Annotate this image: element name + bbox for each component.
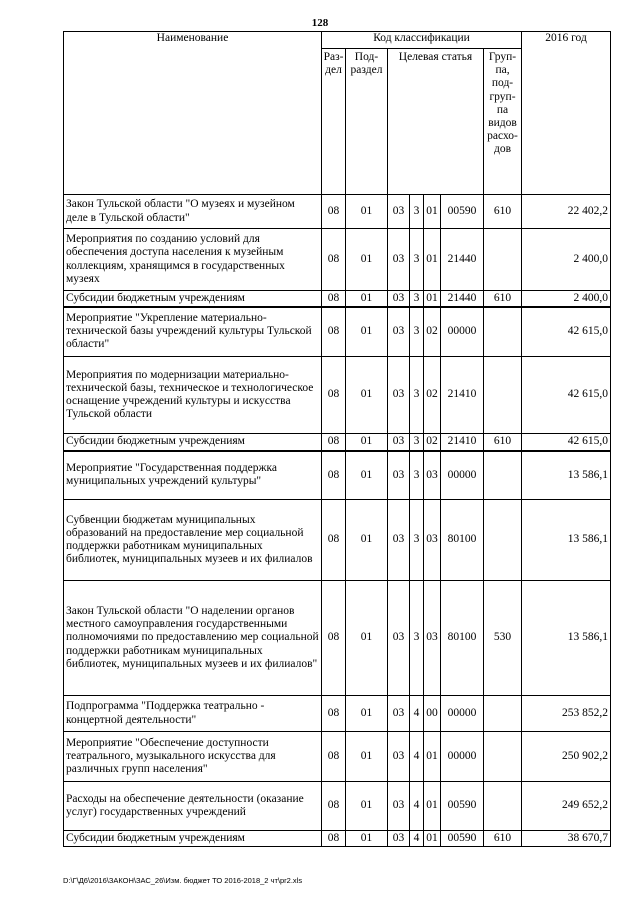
row-amount-2016: 42 615,0 xyxy=(522,434,611,451)
row-amount-2016: 38 670,7 xyxy=(522,831,611,847)
table-row xyxy=(64,581,611,696)
row-target-program: 03 xyxy=(388,782,410,831)
row-target-measure: 01 xyxy=(424,782,441,831)
row-target-direction: 00590 xyxy=(441,831,484,847)
row-podrazdel: 01 xyxy=(346,307,388,357)
row-amount-2016: 42 615,0 xyxy=(522,307,611,357)
row-target-direction: 00000 xyxy=(441,307,484,357)
row-podrazdel: 01 xyxy=(346,357,388,434)
table-body xyxy=(64,195,611,847)
page-number: 128 xyxy=(311,17,329,29)
table-row xyxy=(64,500,611,581)
row-target-subprogram: 3 xyxy=(410,229,424,291)
row-expense-group xyxy=(484,782,522,831)
row-name: Мероприятия по модернизации материально-технической базы, техническое и технологическое оснащение учреждений культуры и искусства Тульской области xyxy=(64,357,322,434)
row-target-subprogram: 3 xyxy=(410,500,424,581)
row-podrazdel: 01 xyxy=(346,500,388,581)
row-target-subprogram: 3 xyxy=(410,291,424,307)
row-amount-2016: 2 400,0 xyxy=(522,291,611,307)
row-expense-group: 610 xyxy=(484,195,522,229)
row-target-direction: 21440 xyxy=(441,229,484,291)
row-target-measure: 01 xyxy=(424,229,441,291)
row-name: Расходы на обеспечение деятельности (оказание услуг) государственных учреждений xyxy=(64,782,322,831)
row-razdel: 08 xyxy=(322,831,346,847)
table-row xyxy=(64,229,611,291)
row-razdel: 08 xyxy=(322,307,346,357)
row-target-subprogram: 4 xyxy=(410,782,424,831)
row-expense-group: 610 xyxy=(484,434,522,451)
row-target-program: 03 xyxy=(388,581,410,696)
row-razdel: 08 xyxy=(322,195,346,229)
row-target-direction: 00000 xyxy=(441,451,484,500)
table-row xyxy=(64,195,611,229)
row-name: Субсидии бюджетным учреждениям xyxy=(64,434,322,451)
row-razdel: 08 xyxy=(322,357,346,434)
table-row xyxy=(64,451,611,500)
row-amount-2016: 253 852,2 xyxy=(522,696,611,732)
row-name: Мероприятие "Обеспечение доступности театрального, музыкального искусства для различных групп населения" xyxy=(64,732,322,782)
row-name: Субвенции бюджетам муниципальных образований на предоставление мер социальной поддержки работникам муниципальных библиотек, муниципальных музеев и их филиалов xyxy=(64,500,322,581)
row-target-program: 03 xyxy=(388,500,410,581)
row-target-measure: 00 xyxy=(424,696,441,732)
row-target-program: 03 xyxy=(388,434,410,451)
row-expense-group xyxy=(484,357,522,434)
row-target-program: 03 xyxy=(388,229,410,291)
row-target-direction: 21410 xyxy=(441,357,484,434)
row-amount-2016: 13 586,1 xyxy=(522,500,611,581)
row-target-subprogram: 4 xyxy=(410,831,424,847)
row-expense-group xyxy=(484,307,522,357)
row-name: Субсидии бюджетным учреждениям xyxy=(64,831,322,847)
row-expense-group xyxy=(484,696,522,732)
row-expense-group: 610 xyxy=(484,831,522,847)
table-row xyxy=(64,434,611,451)
header-group: Груп- па, под- груп- па видов расхо- дов xyxy=(484,49,522,195)
row-target-measure: 01 xyxy=(424,291,441,307)
row-podrazdel: 01 xyxy=(346,291,388,307)
row-target-measure: 01 xyxy=(424,195,441,229)
row-amount-2016: 250 902,2 xyxy=(522,732,611,782)
table-row xyxy=(64,696,611,732)
row-expense-group: 530 xyxy=(484,581,522,696)
row-target-measure: 01 xyxy=(424,732,441,782)
row-podrazdel: 01 xyxy=(346,195,388,229)
table-row xyxy=(64,831,611,847)
table-row xyxy=(64,291,611,307)
row-target-direction: 80100 xyxy=(441,500,484,581)
file-path-footer: D:\Г\Д6\2016\ЗАКОН\ЗАС_26\Изм. бюджет ТО 2016-2018_2 чт\pr2.xls xyxy=(63,876,303,885)
header-name: Наименование xyxy=(64,32,322,195)
row-target-program: 03 xyxy=(388,732,410,782)
row-target-program: 03 xyxy=(388,357,410,434)
header-target: Целевая статья xyxy=(388,49,484,195)
row-amount-2016: 13 586,1 xyxy=(522,581,611,696)
row-target-subprogram: 3 xyxy=(410,307,424,357)
row-target-direction: 00590 xyxy=(441,195,484,229)
row-razdel: 08 xyxy=(322,229,346,291)
row-target-measure: 02 xyxy=(424,307,441,357)
row-razdel: 08 xyxy=(322,782,346,831)
row-name: Закон Тульской области "О наделении органов местного самоуправления государственными полномочиями по предоставлению мер социальной поддержки работникам муниципальных библиотек, муниципальных музеев и их филиалов" xyxy=(64,581,322,696)
row-razdel: 08 xyxy=(322,291,346,307)
row-amount-2016: 249 652,2 xyxy=(522,782,611,831)
row-razdel: 08 xyxy=(322,696,346,732)
row-target-direction: 21440 xyxy=(441,291,484,307)
row-name: Мероприятия по созданию условий для обеспечения доступа населения к музейным коллекциям, хранящимся в государственных музеях xyxy=(64,229,322,291)
row-target-measure: 03 xyxy=(424,500,441,581)
row-target-program: 03 xyxy=(388,831,410,847)
row-podrazdel: 01 xyxy=(346,831,388,847)
row-target-direction: 21410 xyxy=(441,434,484,451)
header-podrazdel: Под- раздел xyxy=(346,49,388,195)
row-expense-group xyxy=(484,500,522,581)
row-target-measure: 03 xyxy=(424,581,441,696)
row-target-subprogram: 3 xyxy=(410,357,424,434)
row-target-program: 03 xyxy=(388,696,410,732)
header-razdel: Раз- дел xyxy=(322,49,346,195)
row-expense-group xyxy=(484,229,522,291)
row-razdel: 08 xyxy=(322,434,346,451)
row-podrazdel: 01 xyxy=(346,434,388,451)
row-podrazdel: 01 xyxy=(346,581,388,696)
row-target-subprogram: 3 xyxy=(410,434,424,451)
row-target-measure: 01 xyxy=(424,831,441,847)
row-target-direction: 00000 xyxy=(441,696,484,732)
row-target-subprogram: 3 xyxy=(410,195,424,229)
row-name: Закон Тульской области "О музеях и музейном деле в Тульской области" xyxy=(64,195,322,229)
table-row xyxy=(64,782,611,831)
row-podrazdel: 01 xyxy=(346,229,388,291)
row-razdel: 08 xyxy=(322,451,346,500)
row-podrazdel: 01 xyxy=(346,782,388,831)
row-amount-2016: 42 615,0 xyxy=(522,357,611,434)
budget-table xyxy=(63,31,611,847)
table-row xyxy=(64,307,611,357)
row-razdel: 08 xyxy=(322,500,346,581)
row-target-subprogram: 3 xyxy=(410,581,424,696)
row-podrazdel: 01 xyxy=(346,451,388,500)
row-target-direction: 00000 xyxy=(441,732,484,782)
row-expense-group xyxy=(484,451,522,500)
row-target-program: 03 xyxy=(388,195,410,229)
row-target-measure: 03 xyxy=(424,451,441,500)
table-row xyxy=(64,732,611,782)
row-target-measure: 02 xyxy=(424,434,441,451)
header-classification: Код классификации xyxy=(322,32,522,49)
row-amount-2016: 22 402,2 xyxy=(522,195,611,229)
row-expense-group: 610 xyxy=(484,291,522,307)
row-target-subprogram: 4 xyxy=(410,696,424,732)
row-target-subprogram: 4 xyxy=(410,732,424,782)
row-podrazdel: 01 xyxy=(346,696,388,732)
row-podrazdel: 01 xyxy=(346,732,388,782)
row-target-direction: 80100 xyxy=(441,581,484,696)
row-target-subprogram: 3 xyxy=(410,451,424,500)
row-name: Подпрограмма "Поддержка театрально - концертной деятельности" xyxy=(64,696,322,732)
header-year: 2016 год xyxy=(522,32,611,195)
row-target-direction: 00590 xyxy=(441,782,484,831)
row-expense-group xyxy=(484,732,522,782)
row-target-program: 03 xyxy=(388,291,410,307)
row-amount-2016: 13 586,1 xyxy=(522,451,611,500)
row-name: Субсидии бюджетным учреждениям xyxy=(64,291,322,307)
row-target-measure: 02 xyxy=(424,357,441,434)
table-row xyxy=(64,357,611,434)
row-name: Мероприятие "Государственная поддержка муниципальных учреждений культуры" xyxy=(64,451,322,500)
row-razdel: 08 xyxy=(322,732,346,782)
row-name: Мероприятие "Укрепление материально-технической базы учреждений культуры Тульской области" xyxy=(64,307,322,357)
row-target-program: 03 xyxy=(388,451,410,500)
row-target-program: 03 xyxy=(388,307,410,357)
row-razdel: 08 xyxy=(322,581,346,696)
row-amount-2016: 2 400,0 xyxy=(522,229,611,291)
